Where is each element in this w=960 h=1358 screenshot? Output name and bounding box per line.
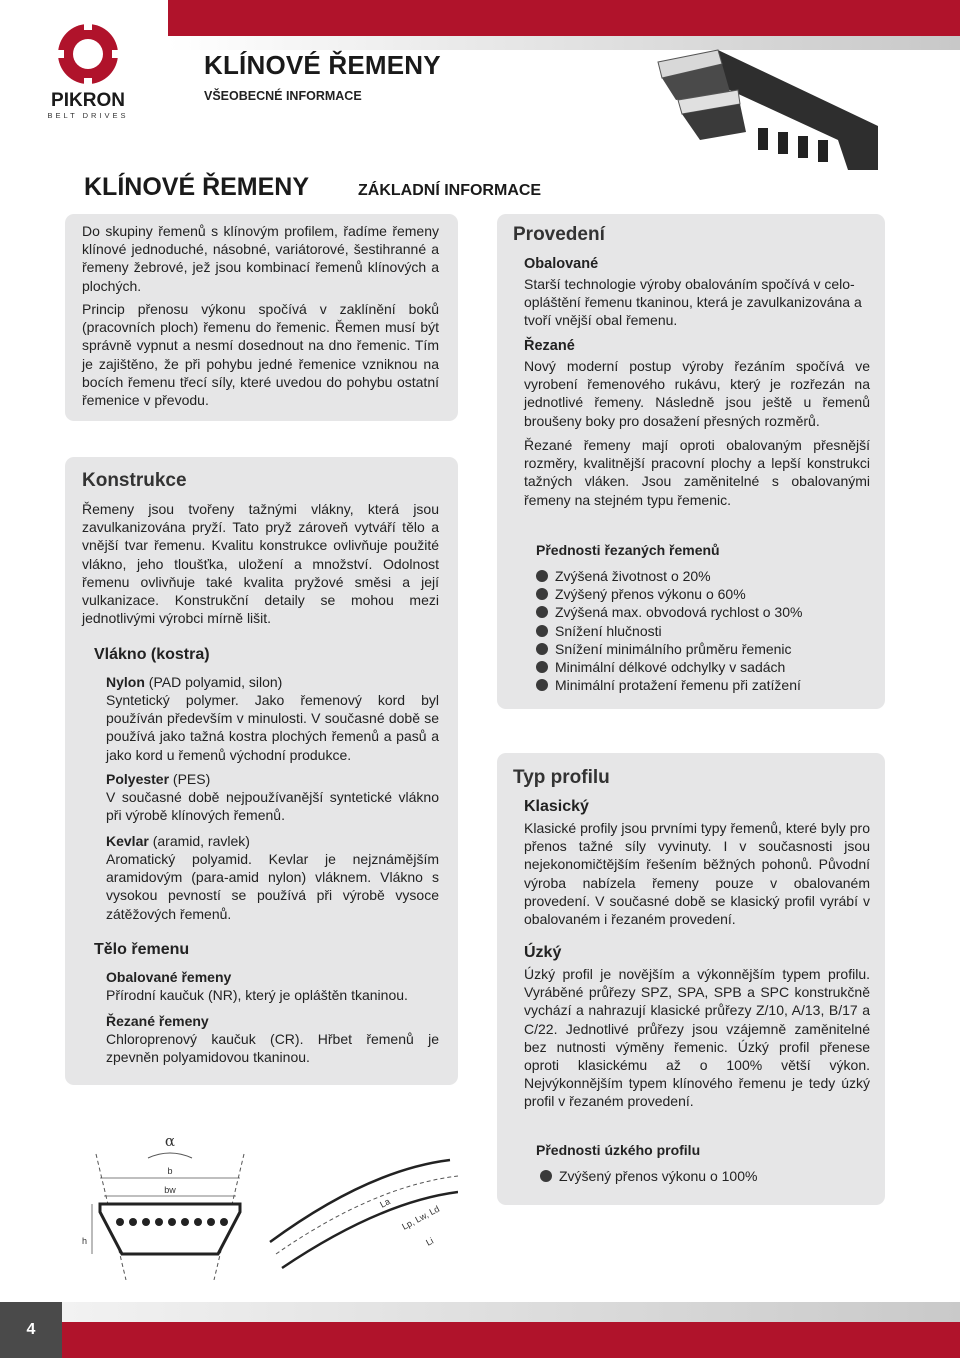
bullet-icon — [536, 625, 548, 637]
belt-profile-diagram — [78, 1130, 458, 1280]
polyester-note: (PES) — [169, 771, 211, 787]
bullet-icon — [540, 1170, 552, 1182]
lp-label: Lp, Lw, Ld — [400, 1203, 442, 1232]
nylon-note: (PAD polyamid, silon) — [144, 674, 283, 690]
polyester-name: Polyester — [106, 771, 170, 787]
uzky-title: Úzký — [524, 944, 562, 961]
bullet-icon — [536, 570, 548, 582]
rezane-advantages-title: Přednosti řezaných řemenů — [536, 542, 720, 558]
footer-red-bar — [62, 1322, 960, 1358]
footer-gray-strip — [62, 1302, 960, 1322]
kevlar-text: Aromatický polyamid. Kevlar je nejznámějším aramidovým (para-amid nylon) vláknem. Vlákno s vysokou pevností se používá při výrobě vysoce zátěžových řemenů. — [106, 851, 439, 922]
b-label: b — [167, 1166, 173, 1176]
uzky-text: Úzký profil je novějším a výkonnějším typem profilu. Vyráběné průřezy SPZ, SPA, SPB a SPC konstrukčně vychází a nahrazují klasické průřezy Z/10, A/13, B/17 a C/22. Jednotlivé průřezy jsou vzájemně zaměnitelné bez nutnosti výměny řemenic. Úzký profil přenese oproti klasickému až o 100% větší výkon. Nejvýkonnějším typem klínového řemenu je tedy úzký profil v řezaném provedení. — [524, 966, 870, 1110]
list-item: Zvýšená životnost o 20% — [536, 567, 876, 585]
bullet-icon — [536, 606, 548, 618]
list-item: Minimální délkové odchylky v sadách — [536, 658, 876, 676]
alpha-label: α — [164, 1132, 176, 1150]
page-subtitle: ZÁKLADNÍ INFORMACE — [358, 182, 542, 199]
kevlar-note: (aramid, ravlek) — [148, 833, 250, 849]
rezane-heading — [106, 1012, 439, 1030]
klasicky-text: Klasické profily jsou prvními typy řemenů, které byly pro přenos tažné síly vyvinuty. I v současnosti jsou nejekonomičtějším řešením běžných pohonů. Původní výroba nabízela řemeny pouze v obalovaném provedení. V současné době se klasický profil vyrábí v obalovaném i řezaném provedení. — [524, 820, 870, 928]
typ-profilu-box — [497, 753, 885, 1205]
list-item: Snížení hlučnosti — [536, 622, 876, 640]
obalovane-name: Obalované řemeny — [106, 969, 232, 985]
rezane-desc-2: Řezané řemeny mají oproti obalovaným přesnější rozměry, kvalitnější pracovní plochy a lepší konstrukci tažných vláken. Jsou zaměnitelné s obalovanými řemeny na stejném typu řemenic. — [524, 437, 870, 508]
header-subtitle: VŠEOBECNÉ INFORMACE — [204, 89, 362, 103]
bullet-icon — [536, 679, 548, 691]
li-label: Li — [424, 1235, 436, 1248]
list-item: Zvýšený přenos výkonu o 60% — [536, 585, 876, 603]
vlakno-title: Vlákno (kostra) — [94, 646, 210, 663]
polyester-heading — [106, 770, 439, 788]
intro-paragraph-2: Princip přenosu výkonu spočívá v zaklínění boků (pracovních ploch) řemenu do řemenic. Řemen musí být správně vypnut a nesmí dosednout na dno řemenic. Tím je zajištěno, že při pohybu jedné řemenice vzniknou na bocích řemenu třecí síly, které uvedou do pohybu ostatní řemenice v převodu. — [82, 301, 439, 409]
obalovane-title: Obalované — [524, 256, 599, 272]
belt-illustration — [648, 40, 880, 174]
typ-profilu-title: Typ profilu — [513, 767, 610, 788]
header-red-bar — [168, 0, 960, 36]
obalovane-heading — [106, 968, 439, 986]
la-label: La — [378, 1196, 392, 1210]
klasicky-title: Klasický — [524, 798, 589, 815]
polyester-text: V současné době nejpoužívanější syntetické vlákno při výrobě klínových řemenů. — [106, 789, 439, 824]
list-item: Minimální protažení řemenu při zatížení — [536, 676, 876, 694]
nylon-heading — [106, 673, 439, 691]
brand-name: PIKRON — [51, 90, 125, 111]
provedeni-box — [497, 214, 885, 709]
uzky-advantages-list — [540, 1167, 870, 1185]
telo-title: Tělo řemenu — [94, 941, 190, 958]
konstrukce-text: Řemeny jsou tvořeny tažnými vlákny, která jsou zavulkanizována pryží. Tato pryž zároveň vytváří tělo a vnější tvar řemenu. Kvalitu konstrukce ovlivňuje použité vlákno, jeho tloušťka, uložení a množství. Odolnost řemenu ovlivňuje také kvalita pryžové směsi a její vulkanizace. Konstrukční detaily se mohou mezi jednotlivými výrobci mírně lišit. — [82, 501, 439, 627]
header-title: KLÍNOVÉ ŘEMENY — [204, 50, 441, 80]
bw-label: bw — [164, 1185, 176, 1195]
bullet-icon — [536, 643, 548, 655]
intro-paragraph-1: Do skupiny řemenů s klínovým profilem, řadíme řemeny klínové jednoduché, násobné, variátorové, šestihranné a řemeny žebrové, jež jsou kombinací řemenů klínových a plochých. — [82, 223, 439, 294]
provedeni-title: Provedení — [513, 224, 605, 245]
intro-box — [65, 214, 458, 421]
nylon-name: Nylon — [106, 674, 145, 690]
pikron-logo — [28, 14, 148, 124]
kevlar-name: Kevlar — [106, 833, 149, 849]
konstrukce-title: Konstrukce — [82, 470, 187, 491]
bullet-icon — [536, 588, 548, 600]
kevlar-heading — [106, 832, 439, 850]
bullet-icon — [536, 661, 548, 673]
list-item: Zvýšený přenos výkonu o 100% — [540, 1167, 870, 1185]
rezane-advantages-list — [536, 567, 876, 694]
page-number: 4 — [0, 1302, 62, 1358]
list-item: Zvýšená max. obvodová rychlost o 30% — [536, 603, 876, 621]
rezane-desc-1: Nový moderní postup výroby řezáním spočívá ve vyrobení řemenového rukávu, který je rozřezán na jednotlivé řemeny. Následně jsou ještě u řemenů broušeny boky pro dosažení přesných rozměrů. — [524, 358, 870, 429]
rezane-text: Chloroprenový kaučuk (CR). Hřbet řemenů je zpevněn polyamidovou tkaninou. — [106, 1031, 439, 1066]
nylon-text: Syntetický polymer. Jako řemenový kord byl používán především v minulosti. V současné době se používá jako tažná kostra plochých řemenů a pasů a jako kord u řemenů východní produkce. — [106, 692, 439, 763]
page-title: KLÍNOVÉ ŘEMENY — [84, 173, 310, 201]
rezane-name: Řezané řemeny — [106, 1013, 209, 1029]
konstrukce-box — [65, 457, 458, 1085]
logo-mark-icon — [28, 14, 148, 124]
obalovane-text: Přírodní kaučuk (NR), který je opláštěn tkaninou. — [106, 987, 408, 1003]
list-item: Snížení minimálního průměru řemenic — [536, 640, 876, 658]
h-label: h — [82, 1236, 88, 1246]
uzky-advantages-title: Přednosti úzkého profilu — [536, 1142, 701, 1158]
brand-tagline: BELT DRIVES — [47, 111, 129, 120]
obalovane-desc: Starší technologie výroby obalováním spočívá v celo-opláštění řemenu tkaninou, která je zavulkanizována a tvoří vnější obal řemenu. — [524, 276, 862, 329]
rezane-title: Řezané — [524, 338, 575, 354]
